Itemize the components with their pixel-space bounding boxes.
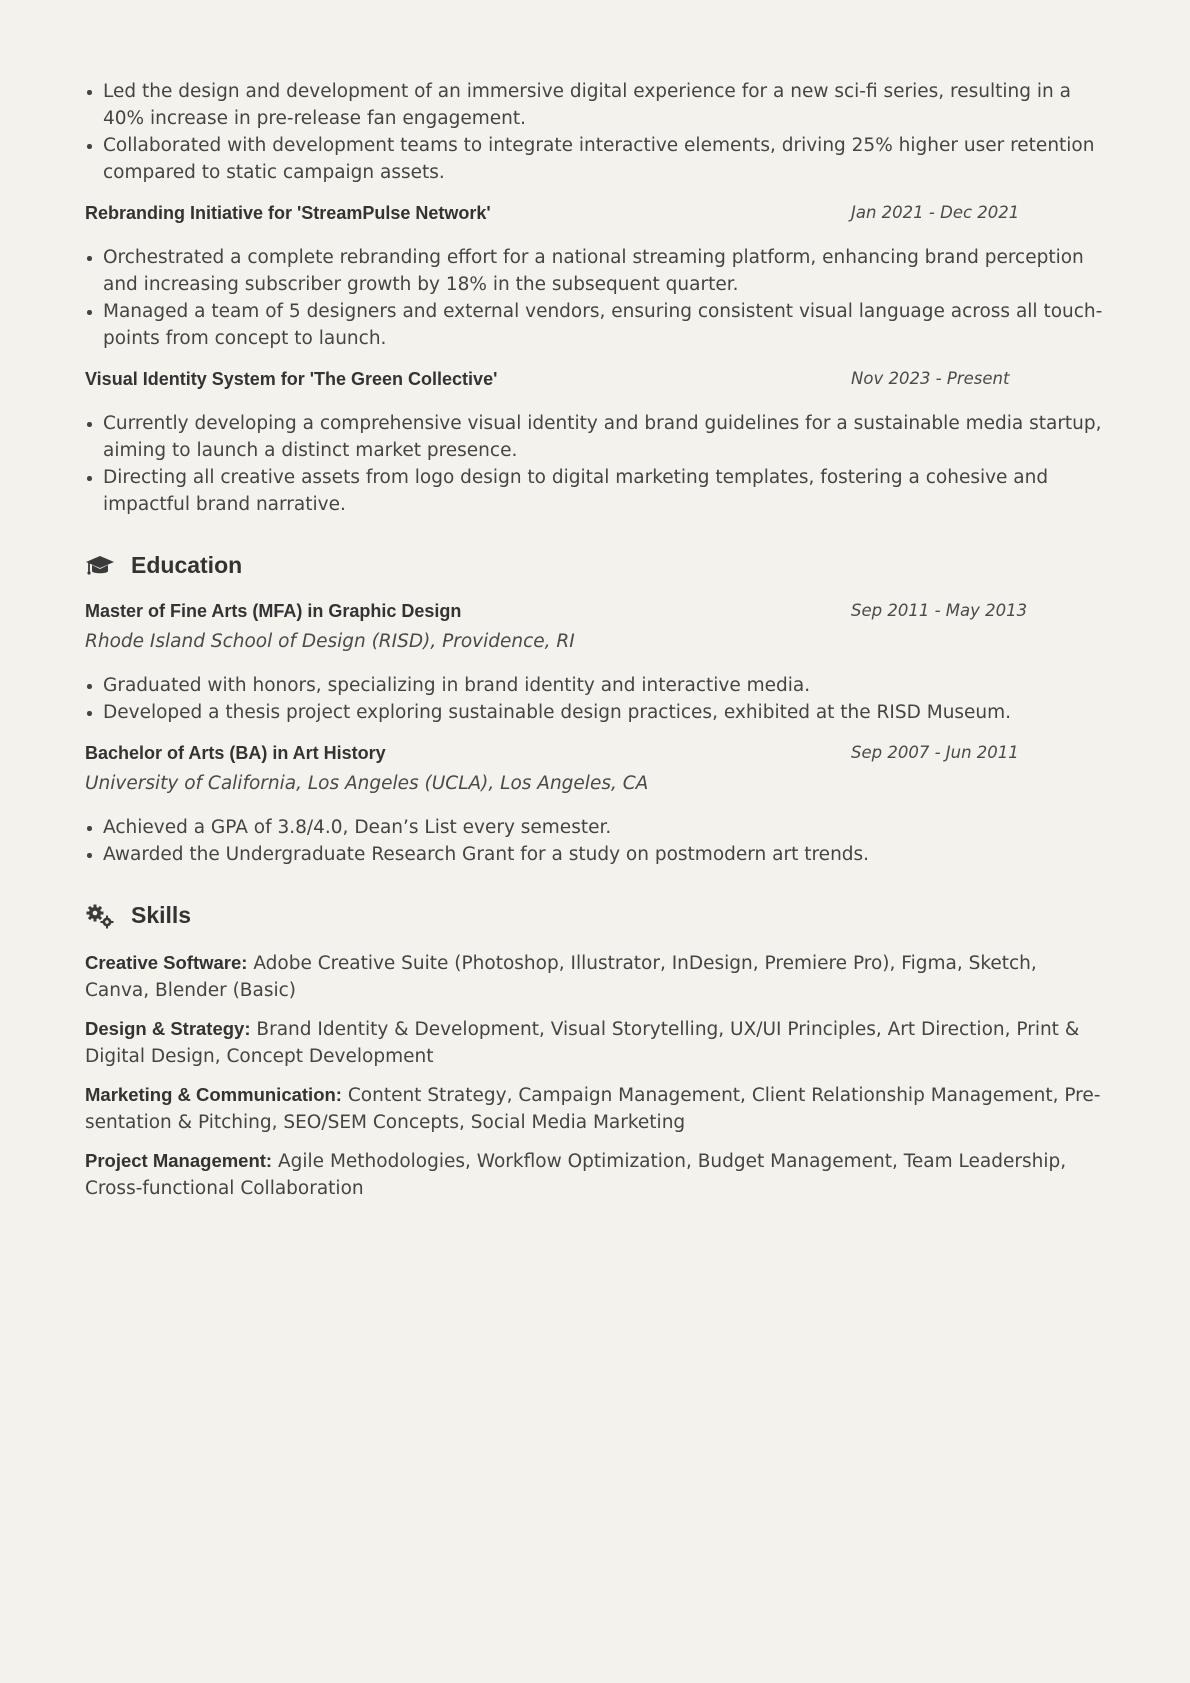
experience-bullets bbox=[85, 78, 1105, 186]
list-item: Achieved a GPA of 3.8/4.0, Dean’s List every semester. bbox=[103, 814, 1105, 841]
skill-group bbox=[85, 1015, 1105, 1070]
skill-group bbox=[85, 1081, 1105, 1136]
list-item: Graduated with honors, specializing in brand identity and interactive media. bbox=[103, 672, 1105, 699]
entry-title: Visual Identity System for 'The Green Collective' bbox=[85, 369, 498, 389]
section-title: Education bbox=[131, 552, 243, 578]
experience-entry bbox=[85, 203, 1105, 352]
entry-date: Nov 2023 - Present bbox=[851, 369, 1010, 388]
entry-bullets bbox=[85, 672, 1105, 726]
skill-group bbox=[85, 1147, 1105, 1202]
skill-value: Brand Identity & Development, Visual Storytelling, UX/UI Principles, Art Direction, Print & Digital Design, Concept Development bbox=[85, 1019, 1080, 1067]
education-entry bbox=[85, 743, 1105, 868]
skill-group bbox=[85, 949, 1105, 1004]
skill-value: Adobe Creative Suite (Photoshop, Illustrator, InDesign, Premiere Pro), Figma, Sketch, Canva, Blender (Basic) bbox=[85, 953, 1037, 1001]
school-name: University of California, Los Angeles (UCLA), Los Angeles, CA bbox=[85, 773, 649, 794]
graduation-cap-icon bbox=[85, 553, 115, 579]
entry-header bbox=[85, 203, 1105, 224]
entry-header bbox=[85, 601, 1105, 622]
list-item: Awarded the Undergraduate Research Grant for a study on postmodern art trends. bbox=[103, 841, 1105, 868]
skills-list bbox=[85, 949, 1105, 1202]
skill-label: Marketing & Communication: bbox=[85, 1084, 342, 1105]
list-item: Collaborated with development teams to integrate interactive elements, driving 25% higher user retention compared to static campaign assets. bbox=[103, 132, 1105, 186]
degree-title: Bachelor of Arts (BA) in Art History bbox=[85, 743, 386, 763]
list-item: Orchestrated a complete rebranding effort for a national streaming platform, enhancing brand perception and increasing subscriber growth by 18% in the subsequent quarter. bbox=[103, 244, 1105, 298]
section-title: Skills bbox=[131, 902, 192, 928]
gears-icon bbox=[85, 903, 115, 929]
entry-header bbox=[85, 369, 1105, 390]
experience-entry bbox=[85, 369, 1105, 518]
entry-date: Sep 2011 - May 2013 bbox=[851, 601, 1028, 620]
skill-label: Creative Software: bbox=[85, 952, 248, 973]
skills-section-header bbox=[85, 902, 1105, 929]
education-entry bbox=[85, 601, 1105, 726]
entry-bullets bbox=[85, 410, 1105, 518]
skill-value: Agile Methodologies, Workflow Optimization, Budget Management, Team Leadership, Cross-functional Collaboration bbox=[85, 1151, 1067, 1199]
entry-bullets bbox=[85, 814, 1105, 868]
entry-title: Rebranding Initiative for 'StreamPulse Network' bbox=[85, 203, 491, 223]
list-item: Currently developing a comprehensive visual identity and brand guidelines for a sustainable media startup, aiming to launch a distinct market presence. bbox=[103, 410, 1105, 464]
skill-value: Content Strategy, Campaign Management, Client Relationship Management, Pre-sentation & Pitching, SEO/SEM Concepts, Social Media Marketing bbox=[85, 1085, 1101, 1133]
entry-date: Sep 2007 - Jun 2011 bbox=[851, 743, 1019, 762]
list-item: Led the design and development of an immersive digital experience for a new sci-fi series, resulting in a 40% increase in pre-release fan engagement. bbox=[103, 78, 1105, 132]
list-item: Developed a thesis project exploring sustainable design practices, exhibited at the RISD Museum. bbox=[103, 699, 1105, 726]
entry-header bbox=[85, 743, 1105, 764]
education-section-header bbox=[85, 552, 1105, 579]
skill-label: Project Management: bbox=[85, 1150, 273, 1171]
list-item: Managed a team of 5 designers and external vendors, ensuring consistent visual language across all touch-points from concept to launch. bbox=[103, 298, 1105, 352]
entry-bullets bbox=[85, 244, 1105, 352]
school-name: Rhode Island School of Design (RISD), Providence, RI bbox=[85, 631, 575, 652]
entry-date: Jan 2021 - Dec 2021 bbox=[851, 203, 1020, 222]
skill-label: Design & Strategy: bbox=[85, 1018, 251, 1039]
list-item: Directing all creative assets from logo design to digital marketing templates, fostering a cohesive and impactful brand narrative. bbox=[103, 464, 1105, 518]
degree-title: Master of Fine Arts (MFA) in Graphic Design bbox=[85, 601, 462, 621]
